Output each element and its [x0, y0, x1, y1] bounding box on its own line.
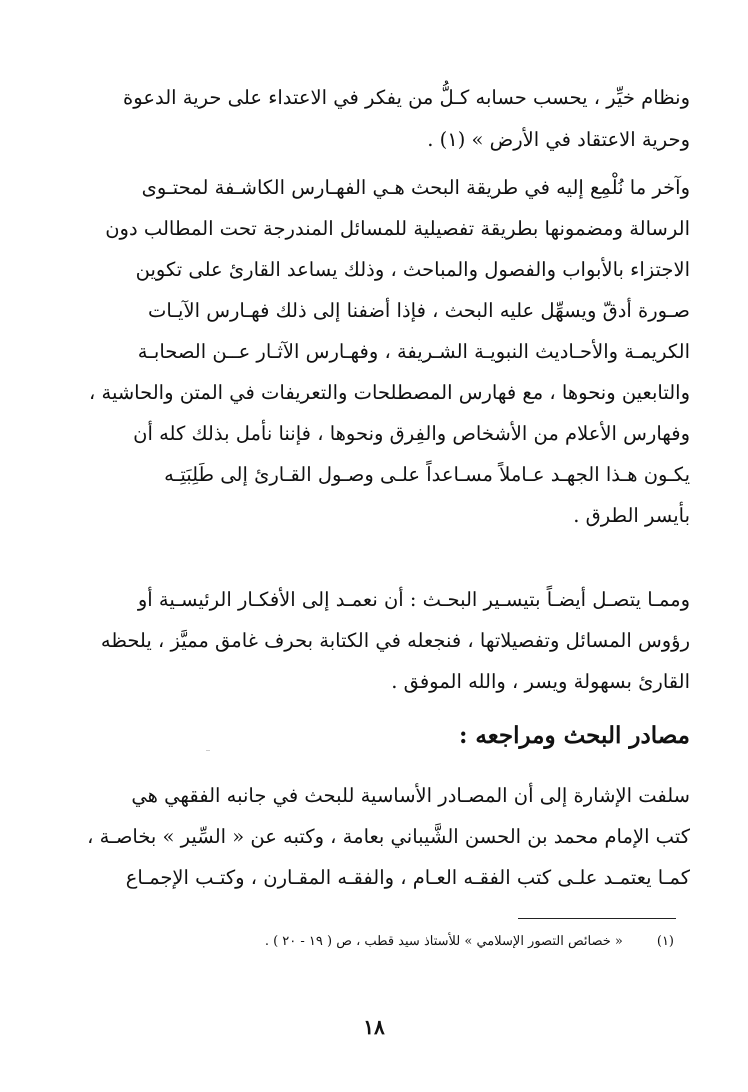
- paragraph-line: وحرية الاعتقاد في الأرض » (١) .: [427, 128, 690, 151]
- paragraph-line: سلفت الإشارة إلى أن المصـادر الأساسية للبحث في جانبه الفقهي هي: [131, 784, 690, 807]
- paragraph-line: الرسالة ومضمونها بطريقة تفصيلية للمسائل المندرجة تحت المطالب دون: [105, 217, 690, 240]
- paragraph-line: والتابعين ونحوها ، مع فهارس المصطلحات والتعريفات في المتن والحاشية ،: [89, 381, 690, 404]
- paragraph-line: يكـون هـذا الجهـد عـاملاً مسـاعداً علـى وصـول القـارئ إلى طَلِبَتِـه: [164, 463, 690, 486]
- paragraph-line: بأيسر الطرق .: [573, 504, 690, 527]
- paragraph-line: ونظام خيِّر ، يحسب حسابه كـلُّ من يفكر في الاعتداء على حرية الدعوة: [123, 86, 690, 109]
- paragraph-line: وفهارس الأعلام من الأشخاص والفِرق ونحوها ، فإننا نأمل بذلك كله أن: [133, 422, 690, 445]
- footnote: [265, 930, 674, 954]
- paragraph-line: صـورة أدقّ ويسهِّل عليه البحث ، فإذا أضفنا إلى ذلك فهـارس الآيـات: [148, 299, 690, 322]
- paragraph-line: الاجتزاء بالأبواب والفصول والمباحث ، وذلك يساعد القارئ على تكوين: [135, 258, 690, 281]
- page-number: ١٨: [363, 1015, 385, 1039]
- paragraph-line: رؤوس المسائل وتفصيلاتها ، فنجعله في الكتابة بحرف غامق مميَّز ، يلحظه: [100, 629, 690, 652]
- paragraph-line: وآخر ما نُلْمِع إليه في طريقة البحث هـي الفهـارس الكاشـفة لمحتـوى: [141, 176, 690, 199]
- divider-mark: [206, 750, 210, 751]
- footnote-rule: [518, 918, 676, 919]
- footnote-number: (١): [656, 934, 674, 949]
- paragraph-line: القارئ بسهولة ويسر ، والله الموفق .: [391, 670, 690, 693]
- footnote-text: « خصائص التصور الإسلامي » للأستاذ سيد قطب ، ص ( ١٩ - ٢٠ ) .: [264, 934, 623, 949]
- paragraph-line: الكريمـة والأحـاديث النبويـة الشـريفة ، وفهـارس الآثـار عــن الصحابـة: [137, 340, 690, 363]
- section-heading: مصادر البحث ومراجعه :: [458, 722, 690, 749]
- paragraph-line: وممـا يتصـل أيضـاً بتيسـير البحـث : أن نعمـد إلى الأفكـار الرئيسـية أو: [137, 588, 690, 611]
- paragraph-line: كمـا يعتمـد علـى كتب الفقـه العـام ، والفقـه المقـارن ، وكتـب الإجمـاع: [125, 866, 690, 889]
- paragraph-line: كتب الإمام محمد بن الحسن الشَّيباني بعامة ، وكتبه عن « السِّير » بخاصـة ،: [87, 825, 690, 848]
